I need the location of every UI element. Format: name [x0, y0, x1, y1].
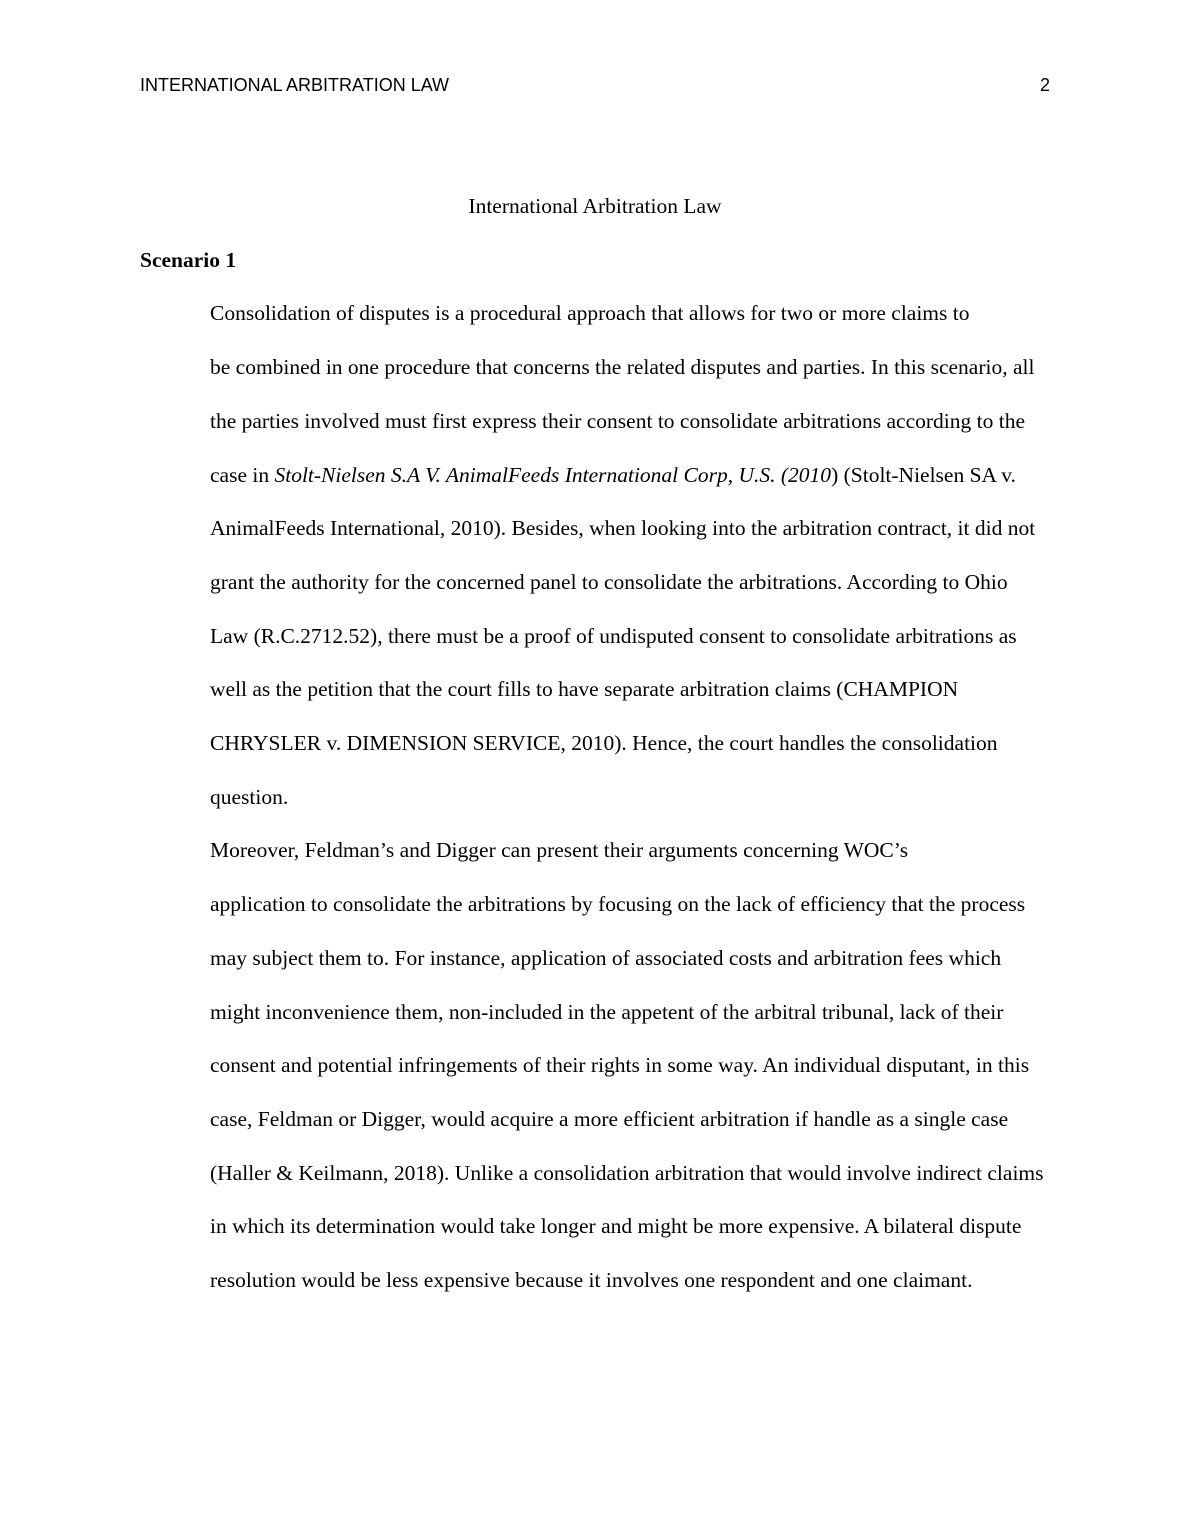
paragraph-line: may subject them to. For instance, application of associated costs and arbitration fees which	[210, 945, 1002, 970]
paragraph-line: CHRYSLER v. DIMENSION SERVICE, 2010). Hence, the court handles the consolidation	[210, 731, 998, 756]
case-citation: Stolt-Nielsen S.A V. AnimalFeeds International Corp, U.S. (2010	[274, 462, 832, 487]
paragraph-line: resolution would be less expensive because it involves one respondent and one claimant.	[210, 1268, 973, 1293]
paragraph-line: case, Feldman or Digger, would acquire a more efficient arbitration if handle as a single case	[210, 1106, 1009, 1131]
paragraph-line: well as the petition that the court fills to have separate arbitration claims (CHAMPION	[210, 677, 959, 702]
paragraph-line: Moreover, Feldman’s and Digger can present their arguments concerning WOC’s	[210, 838, 909, 863]
paragraph-line: the parties involved must first express their consent to consolidate arbitrations according to the	[210, 408, 1025, 433]
paragraph-line: (Haller & Keilmann, 2018). Unlike a consolidation arbitration that would involve indirect claims	[210, 1160, 1044, 1185]
paragraph-line: consent and potential infringements of their rights in some way. An individual disputant, in this	[210, 1053, 1030, 1078]
paragraph-line: might inconvenience them, non-included in the appetent of the arbitral tribunal, lack of their	[210, 999, 1004, 1024]
paragraph	[140, 824, 1050, 1307]
document-body	[140, 180, 1050, 1308]
paragraph-line: grant the authority for the concerned panel to consolidate the arbitrations. According to Ohio	[210, 569, 1008, 594]
paragraph	[140, 287, 1050, 824]
paragraph-line: question.	[210, 784, 289, 809]
paragraph-line: be combined in one procedure that concerns the related disputes and parties. In this scenario, all	[210, 355, 1035, 380]
paragraph-line	[140, 449, 1050, 503]
paragraph-line: Consolidation of disputes is a procedural approach that allows for two or more claims to	[210, 301, 970, 326]
page-number: 2	[1039, 75, 1050, 95]
running-head	[140, 72, 1050, 98]
text-run: case in	[210, 462, 275, 487]
paragraph-line: Law (R.C.2712.52), there must be a proof of undisputed consent to consolidate arbitrations as	[210, 623, 1017, 648]
document-title: International Arbitration Law	[468, 194, 722, 218]
text-run: ) (Stolt-Nielsen SA v.	[831, 462, 1016, 487]
paragraph-line: application to consolidate the arbitrations by focusing on the lack of efficiency that the process	[210, 892, 1026, 917]
paragraph-line: in which its determination would take longer and might be more expensive. A bilateral dispute	[210, 1214, 1022, 1239]
paragraph-line: AnimalFeeds International, 2010). Besides, when looking into the arbitration contract, it did not	[210, 516, 1036, 541]
section-heading: Scenario 1	[140, 247, 237, 272]
running-head-title: INTERNATIONAL ARBITRATION LAW	[140, 75, 450, 95]
